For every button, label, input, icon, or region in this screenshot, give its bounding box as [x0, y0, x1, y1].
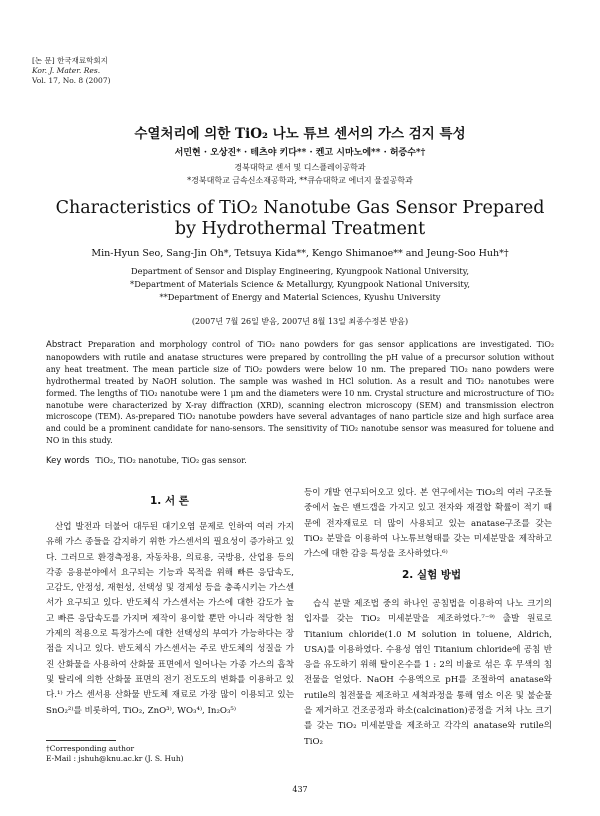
section-heading: 1. 서 론: [150, 495, 189, 507]
journal-header: [32, 56, 111, 86]
section-heading: 2. 실험 방법: [402, 569, 462, 581]
keywords-text: TiO₂, TiO₂ nanotube, TiO₂ gas sensor.: [95, 456, 247, 465]
english-title: Characteristics of TiO₂ Nanotube Gas Sensor Prepared: [55, 198, 545, 218]
korean-affiliation: 경북대학교 센서 및 디스플레이공학과: [234, 163, 366, 172]
body-paragraph: 등이 개발 연구되어오고 있다. 본 연구에서는 TiO₂의 여러 구조들 중에서 높은 밴드갭을 가지고 있고 전자와 재결합 확률이 적기 때문에 전자재료로 더 많이 사용되고 있는 anatase구조를 갖는 TiO₂ 분말을 이용하여 나노튜브형태를 갖는 미세분말을 제작하고 가스에 대한 감응 특성을 조사하였다.⁶⁾: [304, 488, 552, 560]
abstract-text: Preparation and morphology control of TiO₂ nano powders for gas sensor applications are investigated. TiO₂ nanopowders with rutile and anatase structures were prepared by controlling the pH value of a precursor solution without any heat treatment. The mean particle size of TiO₂ powders were below 10 nm. The prepared TiO₂ nano powders were hydrothermal treated by NaOH solution. The sample was washed in HCl solution. As a result and TiO₂ nanotubes were formed. The lengths of TiO₂ nanotube were 1 μm and the diameters were 10 nm. Crystal structure and microstructure of TiO₂ nanotube were characterized by X-ray diffraction (XRD), scanning electron microscopy (SEM) and transmission electron microscope (TEM). As-prepared TiO₂ nanotube powders have several advantages of nano particle size and high surface area and could be a prominent candidate for nano-sensors. The sensitivity of TiO₂ nanotube sensor was measured for toluene and NO in this study.: [46, 340, 554, 446]
corresponding-author-note: †Corresponding author: [46, 744, 135, 753]
journal-abbrev: Kor. J. Mater. Res.: [32, 66, 101, 75]
abstract-label: Abstract: [46, 340, 82, 350]
abstract: [46, 339, 554, 447]
body-paragraph: 산업 발전과 더불어 대두된 대기오염 문제로 인하여 여러 가지 유해 가스 종들을 감지하기 위한 가스센서의 필요성이 증가하고 있다. 그러므로 환경측정용, 자동차용, 의료용, 국방용, 산업용 등의 각종 응용분야에서 요구되는 기능과 목적을 위해 빠른 응답속도, 고감도, 안정성, 재현성, 선택성 및 경제성 등을 충족시키는 가스센서가 요구되고 있다. 반도체식 가스센서는 가스에 대한 감도가 높고 빠른 응답속도를 가지며 제작이 용이할 뿐만 아니라 적당한 첨가제의 적용으로 특정가스에 대한 선택성의 부여가 가능하다는 장점을 지니고 있다. 반도체식 가스센서는 주로 반도체의 성질을 가진 산화물을 사용하여 산화물 표면에서 일어나는 가종 가스의 흡착 및 탈리에 의한 산화물 표면의 전기 전도도의 변화를 이용하고 있다.¹⁾ 가스 센서용 산화물 반도체 재료로 가장 많이 이용되고 있는 SnO₂²⁾를 비롯하여, TiO₂, ZnO³⁾, WO₃⁴⁾, In₂O₃⁵⁾: [46, 522, 294, 716]
footnote-rule: [46, 740, 116, 741]
journal-name: [논 문] 한국재료학회지: [32, 56, 108, 65]
page-number: 437: [292, 785, 308, 794]
english-affiliation: **Department of Energy and Material Sciences, Kyushu University: [159, 292, 441, 302]
keywords-label: Key words: [46, 456, 90, 466]
korean-authors: 서민현 · 오상진* · 테츠야 키다** · 켄고 시마노에** · 허증수*†: [174, 148, 426, 158]
footnote: [46, 744, 184, 764]
author-email: E-Mail : jshuh@knu.ac.kr (J. S. Huh): [46, 754, 184, 763]
keywords: [46, 456, 554, 466]
received-dates: (2007년 7월 26일 받음, 2007년 8월 13일 최종수정본 받음): [191, 317, 409, 326]
body-paragraph: 습식 분말 제조법 중의 하나인 공침법을 이용하여 나노 크기의 입자를 갖는 TiO₂ 미세분말을 제조하였다.⁷⁻⁹⁾ 출발 원료로 Titanium chloride(1.0 M solution in toluene, Aldrich, USA)를 이용하였다. 수용성 염인 Titanium chloride에 공침 반응을 유도하기 위해 탈이온수를 1 : 2의 비율로 섞은 후 무색의 침전물을 얻었다. NaOH 수용액으로 pH를 조절하여 anatase와 rutile의 침전물을 제조하고 세척과정을 통해 염소 이온 및 불순물을 제거하고 건조공정과 하소(calcination)공정을 거쳐 나노 크기를 갖는 TiO₂ 미세분말을 제조하고 각각의 anatase와 rutile의 TiO₂: [304, 599, 552, 747]
english-authors: Min-Hyun Seo, Sang-Jin Oh*, Tetsuya Kida**, Kengo Shimanoe** and Jeung-Soo Huh*†: [91, 248, 509, 259]
english-affiliation: Department of Sensor and Display Engineering, Kyungpook National University,: [131, 266, 469, 276]
english-title: by Hydrothermal Treatment: [174, 219, 426, 239]
journal-volume: Vol. 17, No. 8 (2007): [32, 76, 111, 85]
korean-affiliation: *경북대학교 금속신소재공학과, **큐슈대학교 에너지 물질공학과: [187, 176, 413, 185]
korean-title: 수열처리에 의한 TiO₂ 나노 튜브 센서의 가스 검지 특성: [134, 126, 466, 142]
english-affiliation: *Department of Materials Science & Metallurgy, Kyungpook National University,: [130, 279, 470, 289]
